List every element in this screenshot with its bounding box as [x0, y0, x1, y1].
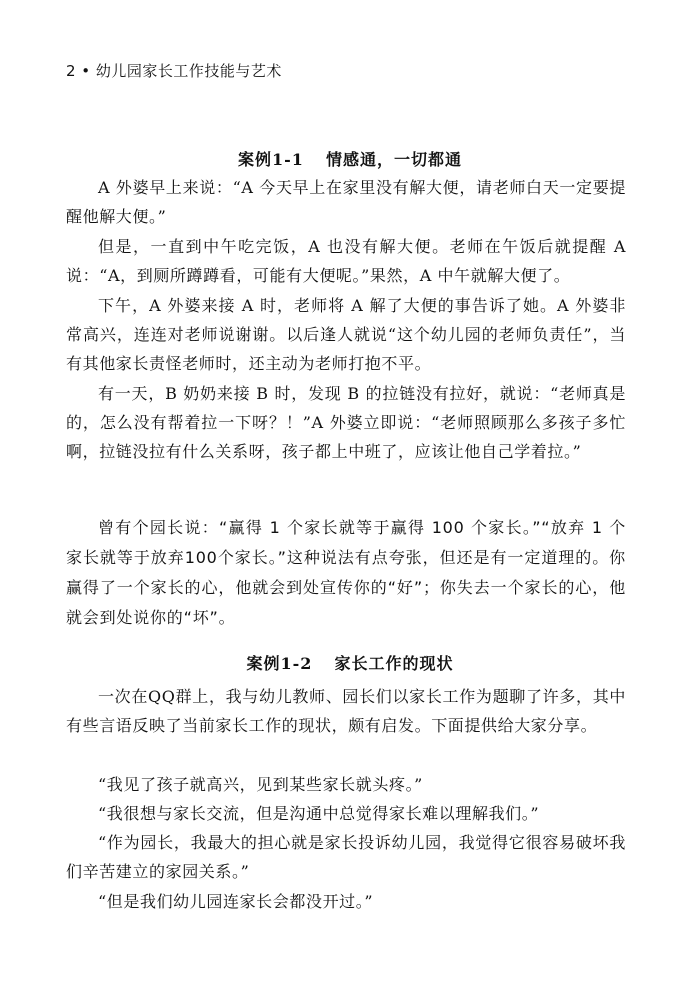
- quote-line: “但是我们幼儿园连家长会都没开过。”: [98, 892, 374, 911]
- case1-paragraph: 有一天，B 奶奶来接 B 时，发现 B 的拉链没有拉好，就说：“老师真是的，怎么没有帮着拉一下呀？！”A 外婆立即说：“老师照顾那么多孩子多忙啊，拉链没拉有什么关系呀，孩子都上中班了，应该让他自己学着拉。”: [66, 384, 626, 461]
- case-heading: 家长工作的现状: [334, 654, 454, 673]
- case1-paragraph: 但是，一直到中午吃完饭，A 也没有解大便。老师在午饭后就提醒 A 说：“A，到厕所蹲蹲看，可能有大便呢。”果然，A 中午就解大便了。: [66, 237, 626, 285]
- running-header: 2 • 幼儿园家长工作技能与艺术: [66, 62, 282, 80]
- quote-line: “我见了孩子就高兴，见到某些家长就头疼。”: [98, 775, 423, 794]
- case-title-1: [0, 147, 700, 170]
- case-label: 案例1-2: [246, 654, 313, 673]
- quote-line: “作为园长，我最大的担心就是家长投诉幼儿园，我觉得它很容易破坏我们辛苦建立的家园关系。”: [66, 833, 626, 881]
- case-title-2: [0, 651, 700, 674]
- case-label: 案例1-1: [238, 150, 304, 169]
- case-heading: 情感通，一切都通: [325, 150, 462, 169]
- case1-paragraph: A 外婆早上来说：“A 今天早上在家里没有解大便，请老师白天一定要提醒他解大便。”: [66, 178, 626, 226]
- quote-line: “我很想与家长交流，但是沟通中总觉得家长难以理解我们。”: [98, 804, 540, 823]
- case1-paragraph: 下午，A 外婆来接 A 时，老师将 A 解了大便的事告诉了她。A 外婆非常高兴，连连对老师说谢谢。以后逢人就说“这个幼儿园的老师负责任”，当有其他家长责怪老师时，还主动为老师打抱不平。: [66, 296, 626, 373]
- commentary-paragraph: 曾有个园长说：“赢得 1 个家长就等于赢得 100 个家长。”“放弃 1 个家长就等于放弃100个家长。”这种说法有点夸张，但还是有一定道理的。你赢得了一个家长的心，他就会到处宣传你的“好”；你失去一个家长的心，他就会到处说你的“坏”。: [66, 518, 626, 627]
- case2-intro: 一次在QQ群上，我与幼儿教师、园长们以家长工作为题聊了许多，其中有些言语反映了当前家长工作的现状，颇有启发。下面提供给大家分享。: [66, 687, 626, 735]
